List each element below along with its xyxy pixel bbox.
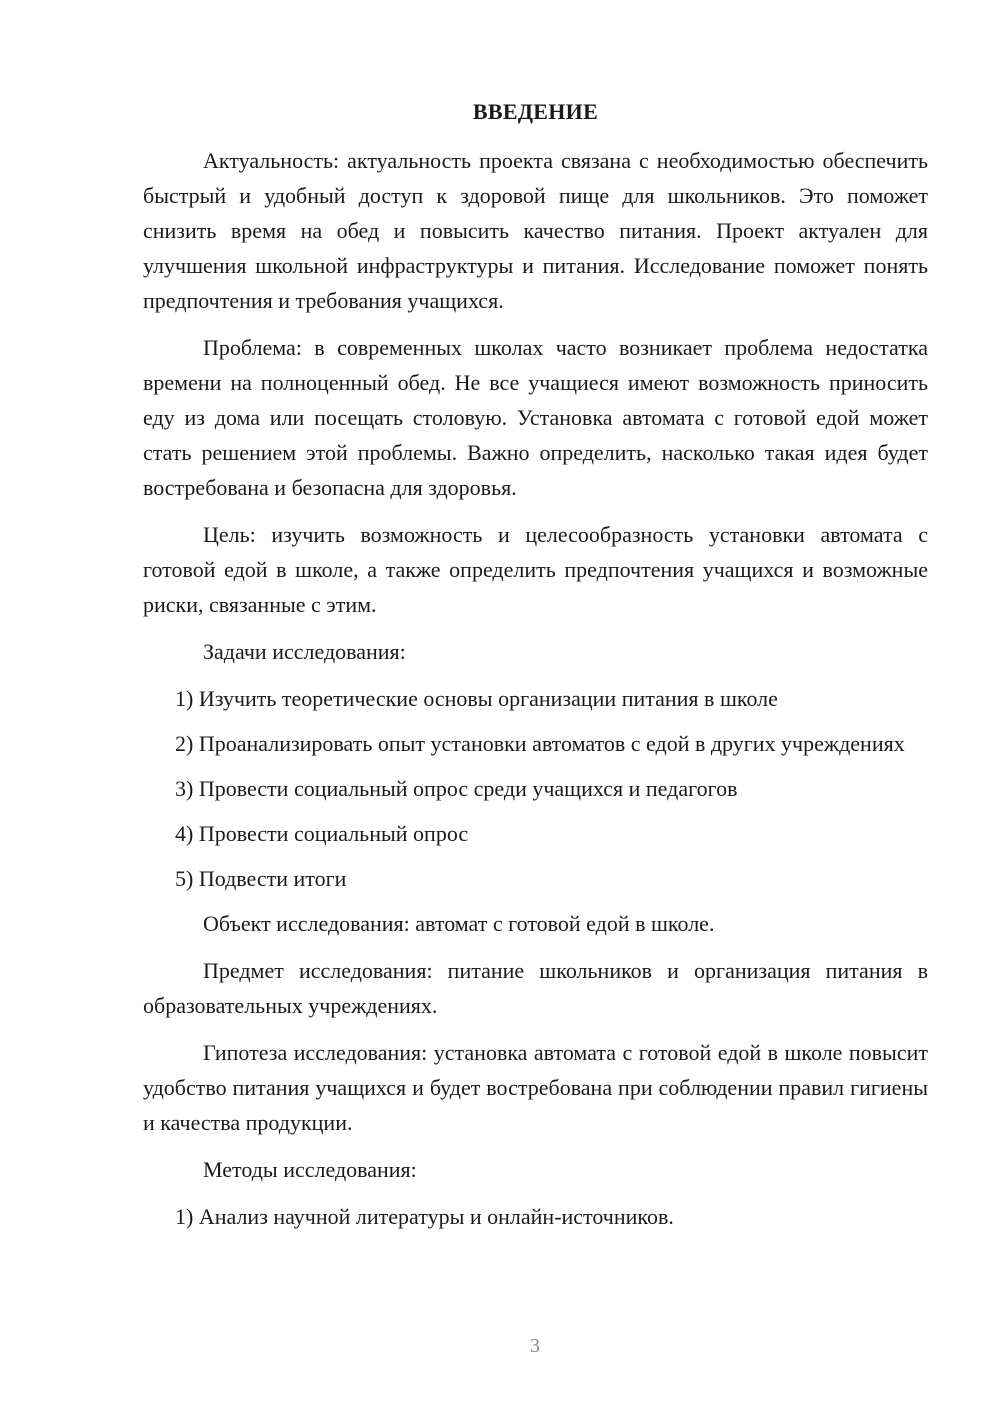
task-item: 4) Провести социальный опрос — [175, 821, 469, 846]
document-page — [143, 94, 928, 1244]
task-item: 3) Провести социальный опрос среди учащихся и педагогов — [175, 776, 738, 801]
hypothesis-paragraph: Гипотеза исследования: установка автомата с готовой едой в школе повысит удобство питания учащихся и будет востребована при соблюдении правил гигиены и качества продукции. — [143, 1040, 928, 1135]
methods-heading: Методы исследования: — [203, 1157, 417, 1182]
problem-paragraph: Проблема: в современных школах часто возникает проблема недостатка времени на полноценный обед. Не все учащиеся имеют возможность приносить еду из дома или посещать столовую. Установка автомата с готовой едой может стать решением этой проблемы. Важно определить, насколько такая идея будет востребована и безопасна для здоровья. — [143, 335, 928, 500]
task-item: 5) Подвести итоги — [175, 866, 347, 891]
goal-paragraph: Цель: изучить возможность и целесообразность установки автомата с готовой едой в школе, а также определить предпочтения учащихся и возможные риски, связанные с этим. — [143, 522, 928, 617]
section-title: ВВЕДЕНИЕ — [472, 99, 599, 124]
subject-paragraph: Предмет исследования: питание школьников и организация питания в образовательных учреждениях. — [143, 958, 928, 1018]
object-paragraph: Объект исследования: автомат с готовой едой в школе. — [203, 911, 715, 936]
page-number: 3 — [530, 1335, 540, 1357]
task-item: 2) Проанализировать опыт установки автоматов с едой в других учреждениях — [175, 731, 905, 756]
relevance-paragraph: Актуальность: актуальность проекта связана с необходимостью обеспечить быстрый и удобный доступ к здоровой пище для школьников. Это поможет снизить время на обед и повысить качество питания. Проект актуален для улучшения школьной инфраструктуры и питания. Исследование поможет понять предпочтения и требования учащихся. — [143, 148, 928, 313]
task-item: 1) Изучить теоретические основы организации питания в школе — [175, 686, 778, 711]
tasks-heading: Задачи исследования: — [203, 639, 406, 664]
method-item: 1) Анализ научной литературы и онлайн-источников. — [175, 1204, 674, 1229]
